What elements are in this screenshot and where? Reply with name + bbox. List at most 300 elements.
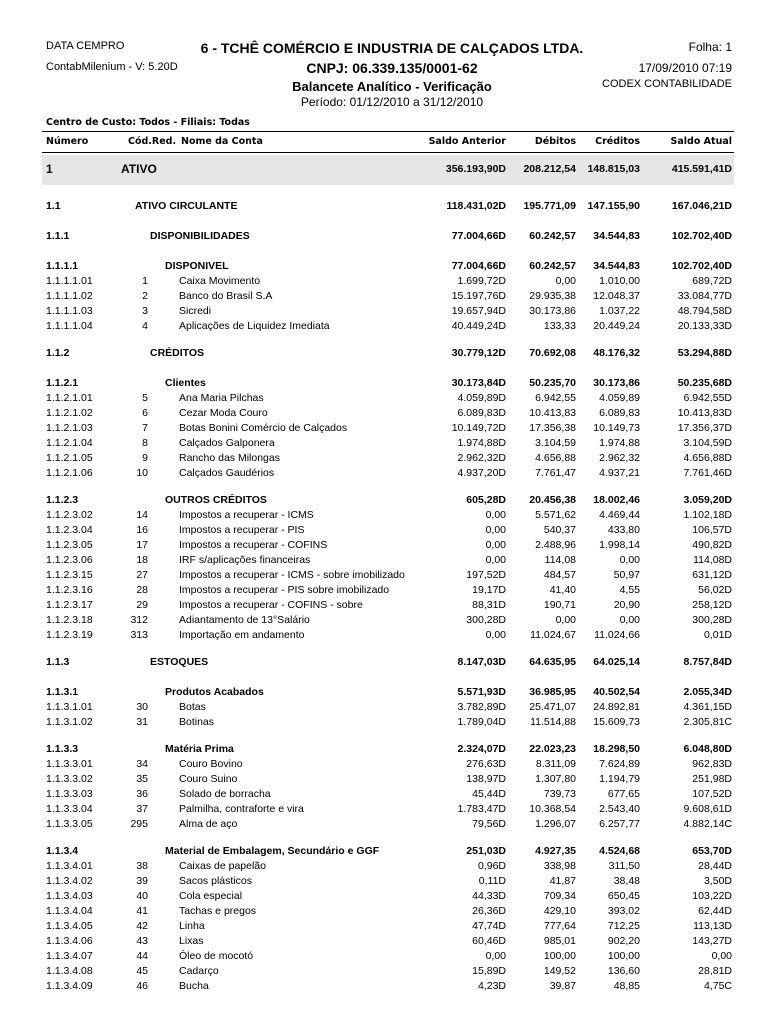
debitos: 429,10	[543, 905, 576, 917]
reduced-code: 8	[142, 437, 148, 449]
debitos: 709,34	[543, 890, 576, 902]
reduced-code: 5	[142, 392, 148, 404]
account-number: 1.1.2.1.06	[46, 467, 93, 479]
reduced-code: 312	[130, 614, 148, 626]
account-row	[0, 200, 768, 215]
account-name: Caixas de papelão	[179, 860, 266, 872]
saldo-anterior: 356.193,90D	[445, 163, 506, 175]
account-row	[0, 980, 768, 995]
saldo-atual: 653,70D	[692, 845, 732, 857]
account-row	[0, 905, 768, 920]
saldo-atual: 20.133,33D	[677, 320, 732, 332]
account-row	[0, 275, 768, 290]
debitos: 8.311,09	[535, 758, 576, 770]
saldo-anterior: 0,11D	[478, 875, 506, 887]
account-name: Solado de borracha	[179, 788, 271, 800]
account-number: 1.1.3.3.05	[46, 818, 93, 830]
creditos: 48,85	[613, 980, 640, 992]
reduced-code: 31	[136, 716, 148, 728]
account-number: 1.1.3	[46, 656, 70, 668]
account-row	[0, 260, 768, 275]
account-row	[0, 494, 768, 509]
debitos: 0,00	[555, 275, 576, 287]
account-name: Impostos a recuperar - ICMS - sobre imobilizado	[179, 569, 405, 581]
account-name: Importação em andamento	[179, 629, 305, 641]
account-row	[0, 920, 768, 935]
saldo-anterior: 1.699,72D	[457, 275, 506, 287]
account-name: Botas	[179, 701, 206, 713]
saldo-atual: 258,12D	[692, 599, 732, 611]
debitos: 10.413,83	[529, 407, 576, 419]
debitos: 5.571,62	[535, 509, 576, 521]
debitos: 100,00	[543, 950, 576, 962]
reduced-code: 27	[136, 569, 148, 581]
account-name: Matéria Prima	[165, 743, 234, 755]
company-cnpj: CNPJ: 06.339.135/0001-62	[306, 60, 478, 76]
account-number: 1.1.1.1	[46, 260, 79, 272]
saldo-anterior: 0,00	[485, 539, 506, 551]
account-name: CRÉDITOS	[150, 347, 205, 359]
reduced-code: 9	[142, 452, 148, 464]
account-number: 1.1.3.3	[46, 743, 79, 755]
creditos: 40.502,54	[593, 686, 640, 698]
account-name: Calçados Galponera	[179, 437, 275, 449]
accounting-firm: CODEX CONTABILIDADE	[602, 78, 732, 90]
saldo-atual: 4.361,15D	[683, 701, 732, 713]
debitos: 39,87	[549, 980, 576, 992]
account-name: Cezar Moda Couro	[179, 407, 268, 419]
creditos: 4.469,44	[599, 509, 640, 521]
creditos: 18.298,50	[593, 743, 640, 755]
account-row	[0, 230, 768, 245]
saldo-anterior: 0,96D	[477, 860, 506, 872]
debitos: 195.771,09	[523, 200, 576, 212]
saldo-anterior: 138,97D	[466, 773, 506, 785]
saldo-anterior: 30.779,12D	[451, 347, 506, 359]
creditos: 6.089,83	[599, 407, 640, 419]
saldo-anterior: 4,23D	[477, 980, 506, 992]
account-number: 1.1.2.3	[46, 494, 79, 506]
debitos: 985,01	[543, 935, 576, 947]
creditos: 148.815,03	[587, 163, 640, 175]
creditos: 4,55	[619, 584, 640, 596]
account-name: Palmilha, contraforte e vira	[179, 803, 304, 815]
col-debitos: Débitos	[534, 136, 576, 147]
creditos: 650,45	[607, 890, 640, 902]
account-name: Bucha	[179, 980, 209, 992]
report-title: Balancete Analítico - Verificação	[292, 79, 492, 94]
saldo-atual: 113,13D	[693, 920, 732, 932]
creditos: 712,25	[607, 920, 640, 932]
account-name: Ana Maria Pilchas	[179, 392, 264, 404]
account-row	[0, 686, 768, 701]
account-number: 1.1.3.1.02	[46, 716, 93, 728]
debitos: 777,64	[543, 920, 576, 932]
account-row	[0, 452, 768, 467]
saldo-anterior: 4.059,89D	[457, 392, 506, 404]
account-row	[0, 437, 768, 452]
reduced-code: 41	[136, 905, 148, 917]
saldo-atual: 0,01D	[703, 629, 732, 641]
creditos: 2.962,32	[599, 452, 640, 464]
saldo-atual: 28,81D	[698, 965, 732, 977]
saldo-atual: 1.102,18D	[683, 509, 732, 521]
saldo-atual: 4,75C	[703, 980, 732, 992]
account-number: 1.1.3.4.09	[46, 980, 93, 992]
debitos: 114,08	[544, 554, 576, 566]
account-row	[0, 509, 768, 524]
account-row	[0, 935, 768, 950]
creditos: 1.974,88	[599, 437, 640, 449]
account-number: 1.1.3.4	[46, 845, 79, 857]
saldo-atual: 2.305,81C	[683, 716, 732, 728]
creditos: 20.449,24	[593, 320, 640, 332]
account-row	[0, 467, 768, 482]
creditos: 902,20	[607, 935, 640, 947]
account-row	[0, 320, 768, 335]
saldo-atual: 962,83D	[692, 758, 732, 770]
reduced-code: 29	[136, 599, 148, 611]
creditos: 100,00	[607, 950, 640, 962]
saldo-atual: 9.608,61D	[683, 803, 732, 815]
account-name: ATIVO CIRCULANTE	[135, 200, 238, 212]
reduced-code: 2	[142, 290, 148, 302]
saldo-anterior: 2.962,32D	[457, 452, 506, 464]
account-number: 1.1.2.1.04	[46, 437, 93, 449]
debitos: 70.692,08	[529, 347, 576, 359]
col-nome: Nome da Conta	[181, 136, 263, 147]
account-name: Impostos a recuperar - PIS	[179, 524, 305, 536]
account-name: Sacos plásticos	[179, 875, 252, 887]
saldo-anterior: 0,00	[485, 509, 506, 521]
account-number: 1.1.3.4.05	[46, 920, 93, 932]
reduced-code: 37	[136, 803, 148, 815]
saldo-atual: 6.048,80D	[683, 743, 732, 755]
account-row	[0, 818, 768, 833]
account-name: Botas Bonini Comércio de Calçados	[179, 422, 348, 434]
debitos: 149,52	[543, 965, 576, 977]
account-number: 1.1.3.4.08	[46, 965, 93, 977]
account-row	[0, 950, 768, 965]
page-number: Folha: 1	[688, 40, 732, 54]
software-version: ContabMilenium - V: 5.20D	[46, 61, 178, 73]
saldo-anterior: 6.089,83D	[457, 407, 506, 419]
creditos: 6.257,77	[599, 818, 640, 830]
saldo-atual: 114,08D	[693, 554, 732, 566]
reduced-code: 1	[142, 275, 148, 287]
saldo-atual: 56,02D	[698, 584, 732, 596]
creditos: 38,48	[613, 875, 640, 887]
creditos: 2.543,40	[599, 803, 640, 815]
creditos: 34.544,83	[593, 260, 640, 272]
account-number: 1.1.3.3.01	[46, 758, 93, 770]
company-name: 6 - TCHÊ COMÉRCIO E INDUSTRIA DE CALÇADOS LTDA.	[200, 40, 584, 56]
saldo-atual: 3.059,20D	[683, 494, 732, 506]
account-number: 1	[46, 162, 53, 176]
account-row	[0, 629, 768, 644]
account-name: Impostos a recuperar - ICMS	[179, 509, 314, 521]
saldo-atual: 10.413,83D	[677, 407, 732, 419]
creditos: 34.544,83	[593, 230, 640, 242]
debitos: 64.635,95	[529, 656, 576, 668]
saldo-atual: 50.235,68D	[677, 377, 732, 389]
account-number: 1.1.2.3.05	[46, 539, 93, 551]
account-name: Caixa Movimento	[179, 275, 261, 287]
col-saldo-atual: Saldo Atual	[670, 136, 732, 147]
account-number: 1.1.3.4.04	[46, 905, 93, 917]
reduced-code: 28	[136, 584, 148, 596]
account-name: DISPONIBILIDADES	[150, 230, 250, 242]
creditos: 20,90	[613, 599, 640, 611]
account-name: Impostos a recuperar - COFINS - sobre	[179, 599, 363, 611]
reduced-code: 34	[136, 758, 148, 770]
debitos: 11.024,67	[530, 629, 576, 641]
account-number: 1.1.3.4.01	[46, 860, 93, 872]
account-name: Sicredi	[179, 305, 212, 317]
saldo-atual: 300,28D	[692, 614, 732, 626]
creditos: 4.937,21	[599, 467, 640, 479]
reduced-code: 3	[142, 305, 148, 317]
account-row	[0, 788, 768, 803]
account-row	[0, 965, 768, 980]
reduced-code: 36	[136, 788, 148, 800]
saldo-atual: 106,57D	[692, 524, 732, 536]
account-number: 1.1.2.1.05	[46, 452, 93, 464]
saldo-anterior: 0,00	[485, 629, 506, 641]
saldo-atual: 490,82D	[692, 539, 732, 551]
account-name: IRF s/aplicações financeiras	[179, 554, 311, 566]
account-number: 1.1.3.3.04	[46, 803, 93, 815]
col-creditos: Créditos	[595, 136, 640, 147]
saldo-anterior: 19,17D	[472, 584, 506, 596]
debitos: 6.942,55	[535, 392, 576, 404]
reduced-code: 18	[136, 554, 148, 566]
saldo-anterior: 19.657,94D	[451, 305, 506, 317]
debitos: 29.935,38	[529, 290, 576, 302]
account-row	[0, 860, 768, 875]
reduced-code: 44	[136, 950, 148, 962]
saldo-atual: 7.761,46D	[683, 467, 732, 479]
report-filters: Centro de Custo: Todos - Filiais: Todas	[46, 117, 250, 128]
account-number: 1.1.2.3.06	[46, 554, 93, 566]
saldo-anterior: 605,28D	[466, 494, 506, 506]
account-number: 1.1.3.4.02	[46, 875, 93, 887]
account-row	[0, 584, 768, 599]
account-name: Alma de aço	[179, 818, 238, 830]
saldo-anterior: 15.197,76D	[451, 290, 506, 302]
debitos: 22.023,23	[529, 743, 576, 755]
debitos: 17.356,38	[529, 422, 576, 434]
creditos: 4.524,68	[599, 845, 640, 857]
account-number: 1.1.2.3.18	[46, 614, 93, 626]
saldo-atual: 167.046,21D	[671, 200, 732, 212]
creditos: 1.194,79	[599, 773, 640, 785]
col-saldo-anterior: Saldo Anterior	[428, 136, 506, 147]
debitos: 11.514,88	[530, 716, 576, 728]
account-number: 1.1.2.3.16	[46, 584, 93, 596]
account-row	[0, 524, 768, 539]
reduced-code: 43	[136, 935, 148, 947]
reduced-code: 17	[136, 539, 148, 551]
reduced-code: 40	[136, 890, 148, 902]
creditos: 15.609,73	[593, 716, 640, 728]
account-row	[0, 554, 768, 569]
account-row	[0, 347, 768, 362]
creditos: 433,80	[607, 524, 640, 536]
account-number: 1.1.1.1.04	[46, 320, 93, 332]
saldo-anterior: 0,00	[485, 524, 506, 536]
account-row	[0, 773, 768, 788]
creditos: 677,65	[607, 788, 640, 800]
reduced-code: 35	[136, 773, 148, 785]
debitos: 1.307,80	[535, 773, 576, 785]
saldo-atual: 62,44D	[698, 905, 732, 917]
account-row	[0, 656, 768, 671]
saldo-anterior: 118.431,02D	[446, 200, 506, 212]
account-row	[0, 743, 768, 758]
saldo-anterior: 5.571,93D	[457, 686, 506, 698]
account-number: 1.1.1.1.03	[46, 305, 93, 317]
account-name: Lixas	[179, 935, 204, 947]
saldo-anterior: 40.449,24D	[451, 320, 506, 332]
creditos: 64.025,14	[593, 656, 640, 668]
saldo-anterior: 26,36D	[472, 905, 506, 917]
account-row	[0, 845, 768, 860]
debitos: 50.235,70	[529, 377, 576, 389]
account-row	[0, 875, 768, 890]
creditos: 18.002,46	[593, 494, 640, 506]
account-name: Produtos Acabados	[165, 686, 264, 698]
saldo-atual: 53.294,88D	[677, 347, 732, 359]
account-number: 1.1.3.3.03	[46, 788, 93, 800]
account-row	[0, 569, 768, 584]
saldo-anterior: 47,74D	[472, 920, 506, 932]
account-number: 1.1.3.4.03	[46, 890, 93, 902]
saldo-anterior: 3.782,89D	[457, 701, 506, 713]
saldo-anterior: 60,46D	[472, 935, 506, 947]
account-row	[0, 716, 768, 731]
creditos: 147.155,90	[587, 200, 640, 212]
debitos: 3.104,59	[535, 437, 576, 449]
account-row	[0, 803, 768, 818]
account-number: 1.1.2.3.19	[46, 629, 93, 641]
creditos: 11.024,66	[594, 629, 640, 641]
account-name: Adiantamento de 13°Salário	[179, 614, 310, 626]
account-row	[0, 890, 768, 905]
account-row	[0, 290, 768, 305]
col-codred: Cód.Red.	[128, 136, 177, 147]
saldo-anterior: 77.004,66D	[451, 260, 506, 272]
saldo-atual: 28,44D	[698, 860, 732, 872]
saldo-atual: 2.055,34D	[683, 686, 732, 698]
creditos: 0,00	[619, 554, 640, 566]
account-row	[0, 614, 768, 629]
account-name: Clientes	[165, 377, 206, 389]
saldo-atual: 103,22D	[692, 890, 732, 902]
reduced-code: 14	[136, 509, 148, 521]
saldo-anterior: 1.783,47D	[457, 803, 506, 815]
reduced-code: 46	[136, 980, 148, 992]
saldo-atual: 3.104,59D	[683, 437, 732, 449]
account-number: 1.1.3.4.07	[46, 950, 93, 962]
saldo-atual: 17.356,37D	[677, 422, 732, 434]
account-number: 1.1.2.3.17	[46, 599, 93, 611]
account-name: OUTROS CRÉDITOS	[165, 494, 267, 506]
debitos: 208.212,54	[523, 163, 576, 175]
saldo-atual: 8.757,84D	[683, 656, 732, 668]
saldo-anterior: 251,03D	[466, 845, 506, 857]
saldo-atual: 4.882,14C	[683, 818, 732, 830]
data-label: DATA CEMPRO	[46, 40, 125, 52]
saldo-anterior: 45,44D	[472, 788, 506, 800]
account-name: Calçados Gaudérios	[179, 467, 275, 479]
creditos: 30.173,86	[593, 377, 640, 389]
saldo-anterior: 0,00	[485, 950, 506, 962]
saldo-atual: 3,50D	[703, 875, 732, 887]
debitos: 2.488,96	[535, 539, 576, 551]
account-number: 1.1.3.1	[46, 686, 79, 698]
account-number: 1.1	[46, 200, 61, 212]
debitos: 338,98	[543, 860, 576, 872]
saldo-anterior: 2.324,07D	[457, 743, 506, 755]
creditos: 1.998,14	[599, 539, 640, 551]
reduced-code: 10	[136, 467, 148, 479]
account-number: 1.1.3.4.06	[46, 935, 93, 947]
debitos: 20.456,38	[529, 494, 576, 506]
debitos: 7.761,47	[535, 467, 576, 479]
account-number: 1.1.3.3.02	[46, 773, 93, 785]
saldo-atual: 143,27D	[692, 935, 732, 947]
account-number: 1.1.2.3.04	[46, 524, 93, 536]
debitos: 60.242,57	[529, 260, 576, 272]
creditos: 0,00	[619, 614, 640, 626]
account-name: Cadarço	[179, 965, 219, 977]
debitos: 4.656,88	[535, 452, 576, 464]
account-number: 1.1.1.1.01	[46, 275, 93, 287]
debitos: 36.985,95	[529, 686, 576, 698]
account-number: 1.1.2.1.02	[46, 407, 93, 419]
debitos: 190,71	[543, 599, 576, 611]
creditos: 10.149,73	[593, 422, 640, 434]
reduced-code: 39	[136, 875, 148, 887]
debitos: 540,37	[543, 524, 576, 536]
reduced-code: 16	[136, 524, 148, 536]
saldo-anterior: 15,89D	[472, 965, 506, 977]
account-name: ATIVO	[121, 162, 157, 176]
saldo-anterior: 1.789,04D	[457, 716, 506, 728]
account-number: 1.1.1	[46, 230, 70, 242]
account-name: Aplicações de Liquidez Imediata	[179, 320, 330, 332]
account-name: Cola especial	[179, 890, 243, 902]
account-row	[42, 155, 734, 185]
creditos: 393,02	[607, 905, 640, 917]
account-row	[0, 599, 768, 614]
account-number: 1.1.2.1	[46, 377, 79, 389]
account-number: 1.1.3.1.01	[46, 701, 93, 713]
saldo-anterior: 0,00	[485, 554, 506, 566]
account-name: Botinas	[179, 716, 215, 728]
debitos: 484,57	[543, 569, 576, 581]
reduced-code: 42	[136, 920, 148, 932]
col-numero: Número	[46, 136, 89, 147]
debitos: 1.296,07	[535, 818, 576, 830]
saldo-anterior: 300,28D	[466, 614, 506, 626]
account-row	[0, 392, 768, 407]
creditos: 12.048,37	[593, 290, 640, 302]
account-row	[0, 701, 768, 716]
reduced-code: 313	[130, 629, 148, 641]
saldo-atual: 689,72D	[692, 275, 732, 287]
